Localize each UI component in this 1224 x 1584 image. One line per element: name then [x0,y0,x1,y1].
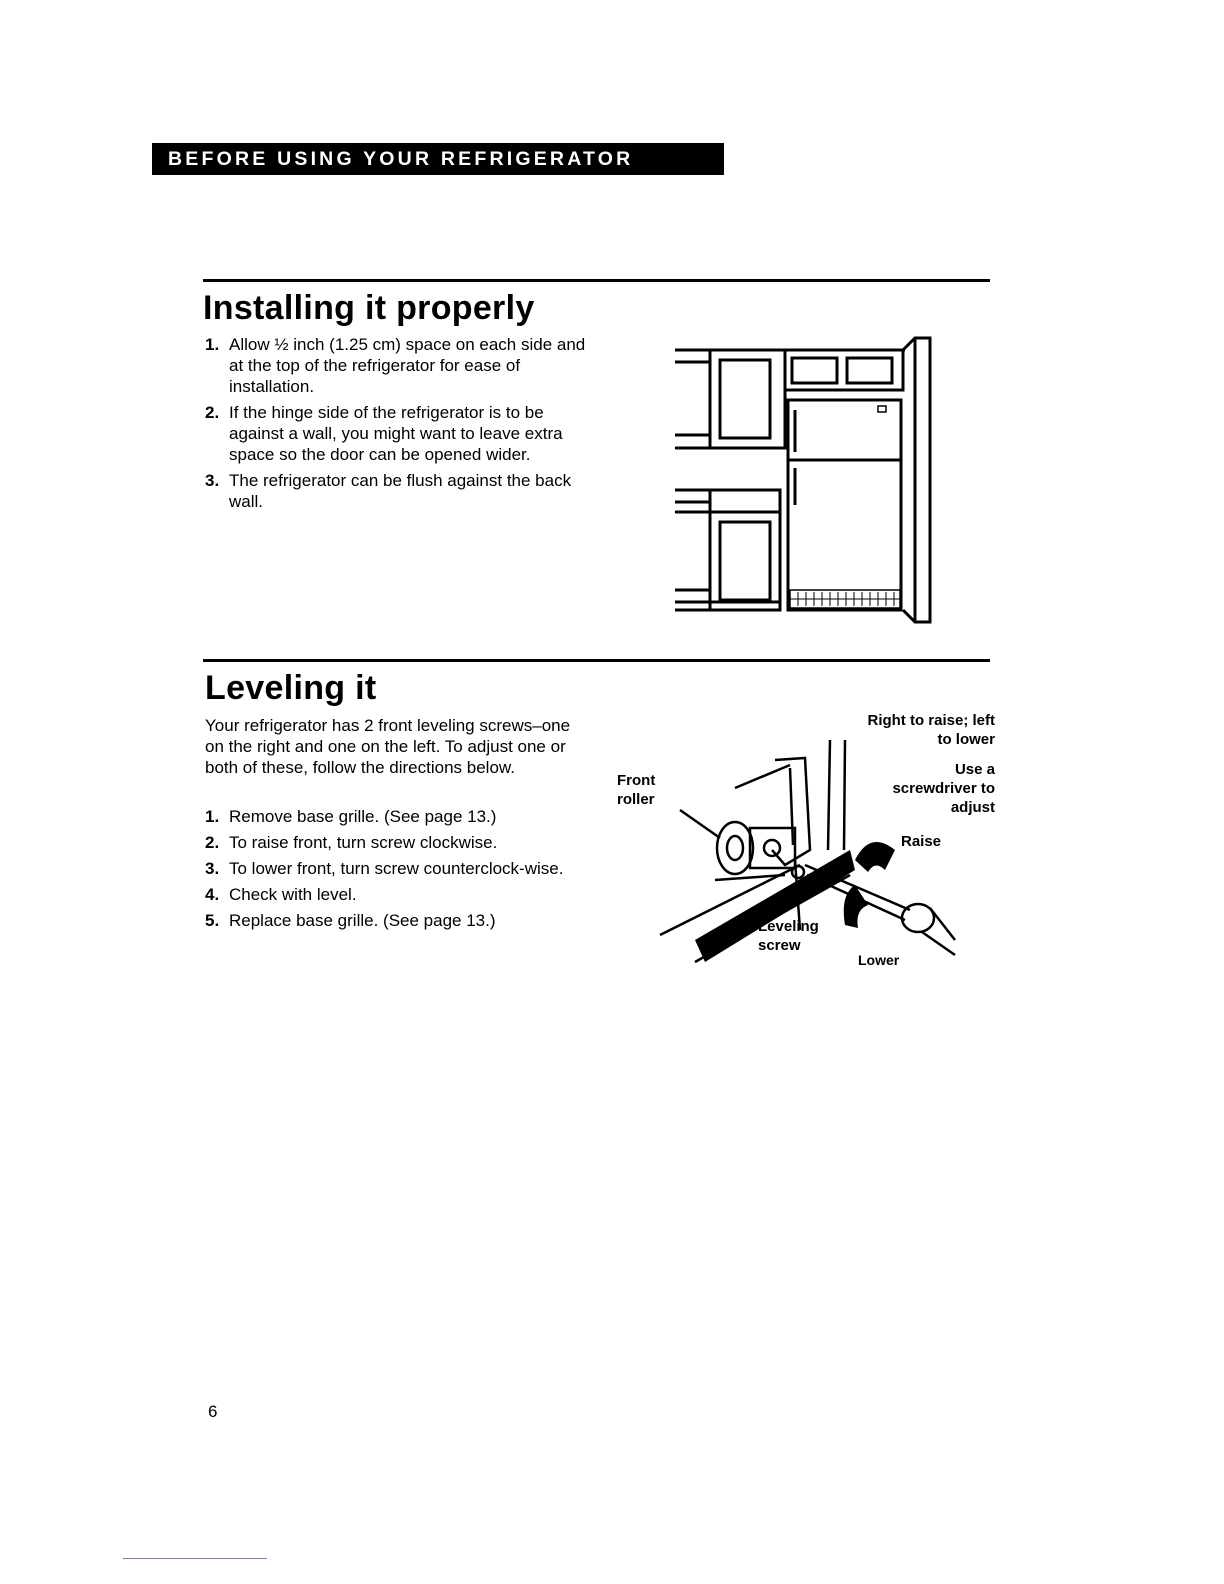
label-lower: Lower [858,952,900,968]
leveling-title: Leveling it [205,669,377,707]
section-rule-installing [203,279,990,282]
list-item: 2. If the hinge side of the refrigerator is to be against a wall, you might want to leave extra space so the door can be opened wider. [205,403,563,464]
label-right-to-raise: Right to raise; left to lower [867,712,995,748]
refrigerator-cabinet-illustration [670,330,940,630]
list-item: 1. Remove base grille. (See page 13.) [205,807,497,826]
page-number: 6 [208,1402,218,1421]
list-item: 3. The refrigerator can be flush against the back wall. [205,471,572,511]
label-use-screwdriver: Use a screwdriver to adjust [892,761,995,816]
list-item: 4. Check with level. [205,885,357,904]
label-front-roller: Front roller [617,772,656,808]
installing-title: Installing it properly [203,289,535,327]
list-item: 1. Allow ½ inch (1.25 cm) space on each side and at the top of the refrigerator for ease of installation. [205,335,586,396]
list-item: 2. To raise front, turn screw clockwise. [205,833,498,852]
label-raise: Raise [901,833,942,850]
list-item: 5. Replace base grille. (See page 13.) [205,911,496,930]
label-leveling-screw: Leveling screw [758,918,819,954]
leveling-intro: Your refrigerator has 2 front leveling screws–one on the right and one on the left. To adjust one or both of these, follow the directions below. [205,716,571,777]
list-item: 3. To lower front, turn screw counterclock-wise. [205,859,564,878]
section-rule-leveling [203,659,990,662]
leveling-steps [205,806,585,936]
footer-divider [123,1558,267,1559]
section-banner: BEFORE USING YOUR REFRIGERATOR [152,143,724,175]
installing-steps [205,334,590,517]
